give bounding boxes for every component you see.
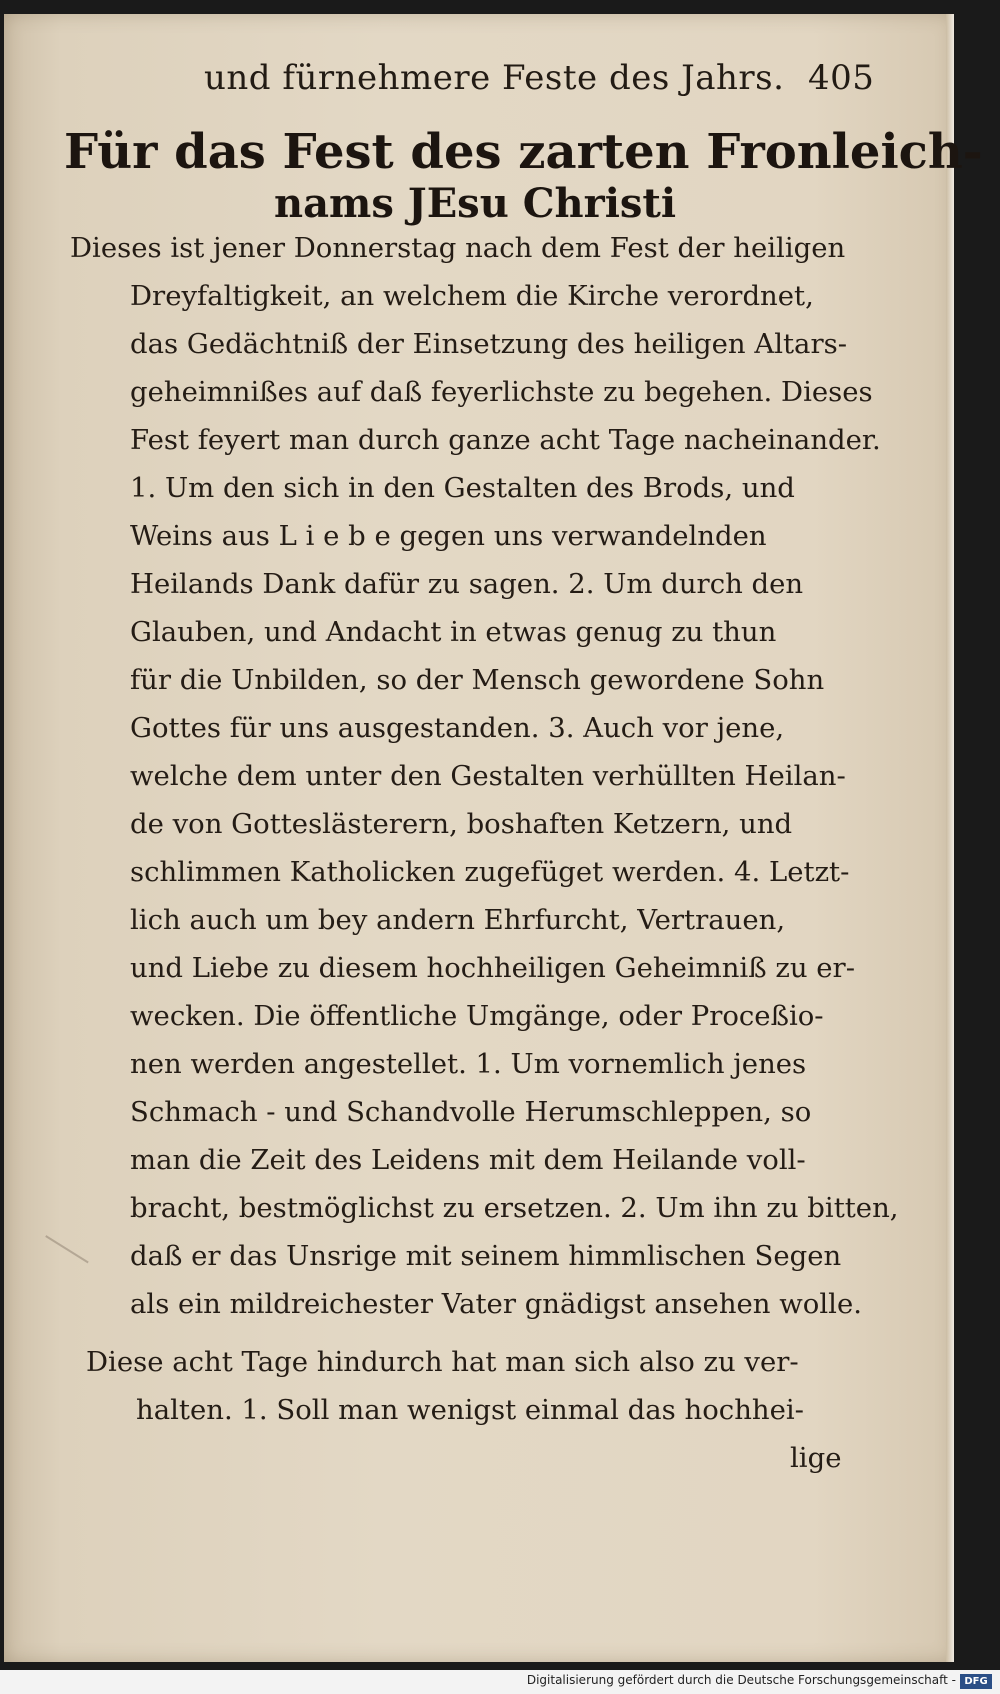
body-line: wecken. Die öffentliche Umgänge, oder Proceßio- (130, 1000, 824, 1032)
book-page (4, 14, 983, 1662)
body-line: daß er das Unsrige mit seinem himmlischen Segen (130, 1240, 842, 1272)
page-mark (29, 1235, 88, 1289)
page-number: 405 (808, 58, 875, 98)
body-line: man die Zeit des Leidens mit dem Heilande voll- (130, 1144, 806, 1176)
body-line: welche dem unter den Gestalten verhüllten Heilan- (130, 760, 846, 792)
body-line: Weins aus L i e b e gegen uns verwandelnden (130, 520, 767, 552)
footer-bar (0, 1670, 1000, 1694)
body-line: Diese acht Tage hindurch hat man sich also zu ver- (86, 1346, 799, 1378)
dfg-logo: DFG (960, 1674, 992, 1689)
body-line: und Liebe zu diesem hochheiligen Geheimniß zu er- (130, 952, 855, 984)
running-title: und fürnehmere Feste des Jahrs. (204, 58, 785, 98)
body-line: Glauben, und Andacht in etwas genug zu thun (130, 616, 777, 648)
body-line: das Gedächtniß der Einsetzung des heiligen Altars- (130, 328, 848, 360)
body-line: Dieses ist jener Donnerstag nach dem Fest der heiligen (70, 232, 846, 264)
body-line: als ein mildreichester Vater gnädigst ansehen wolle. (130, 1288, 862, 1320)
funding-credit: Digitalisierung gefördert durch die Deutsche Forschungsgemeinschaft - (526, 1673, 956, 1687)
body-line: bracht, bestmöglichst zu ersetzen. 2. Um ihn zu bitten, (130, 1192, 899, 1224)
body-line: 1. Um den sich in den Gestalten des Brods, und (130, 472, 795, 504)
body-line: halten. 1. Soll man wenigst einmal das hochhei- (136, 1394, 804, 1426)
body-line: Fest feyert man durch ganze acht Tage nacheinander. (130, 424, 881, 456)
catchword: lige (790, 1442, 842, 1474)
heading-line-2: nams JEsu Christi (274, 180, 677, 227)
body-line: Gottes für uns ausgestanden. 3. Auch vor jene, (130, 712, 785, 744)
body-line: schlimmen Katholicken zugefüget werden. 4. Letzt- (130, 856, 850, 888)
body-line: de von Gotteslästerern, boshaften Ketzern, und (130, 808, 793, 840)
body-line: lich auch um bey andern Ehrfurcht, Vertrauen, (130, 904, 786, 936)
heading-line-1: Für das Fest des zarten Fronleich- (64, 124, 983, 180)
body-line: geheimnißes auf daß feyerlichste zu begehen. Dieses (130, 376, 873, 408)
body-line: Schmach - und Schandvolle Herumschleppen, so (130, 1096, 812, 1128)
page-edge (946, 14, 954, 1662)
body-line: nen werden angestellet. 1. Um vornemlich jenes (130, 1048, 807, 1080)
body-line: Dreyfaltigkeit, an welchem die Kirche verordnet, (130, 280, 814, 312)
body-line: Heilands Dank dafür zu sagen. 2. Um durch den (130, 568, 804, 600)
body-line: für die Unbilden, so der Mensch gewordene Sohn (130, 664, 825, 696)
